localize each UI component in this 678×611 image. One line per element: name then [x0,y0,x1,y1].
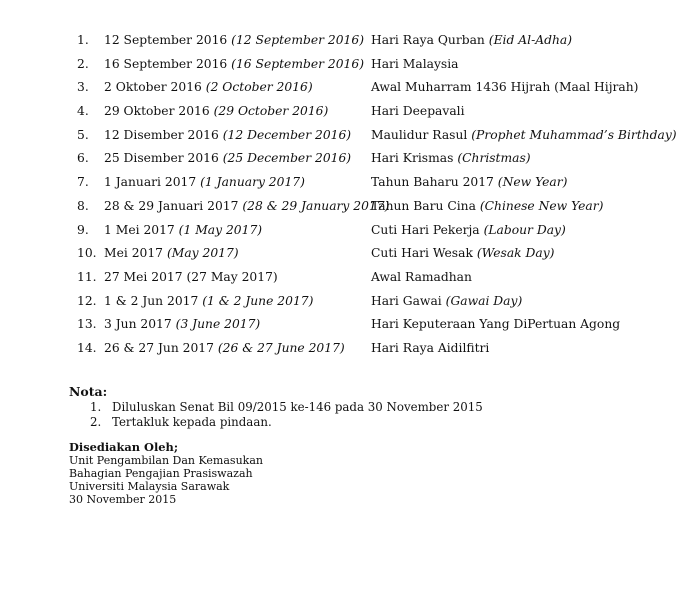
holiday-name: Hari Krismas (Christmas) [371,151,531,166]
row-number: 2. [77,56,89,71]
prepared-by-date: 30 November 2015 [69,493,177,506]
holiday-row [0,29,678,53]
note-item [69,400,483,415]
row-number: 10. [77,246,97,261]
holiday-name: Cuti Hari Pekerja (Labour Day) [371,222,566,237]
holiday-row [0,242,678,266]
holiday-row [0,147,678,171]
holiday-row [0,313,678,337]
holiday-row [0,337,678,361]
holiday-name: Hari Keputeraan Yang DiPertuan Agong [371,317,621,332]
holiday-name: Cuti Hari Wesak (Wesak Day) [371,246,555,261]
note-text: Tertakluk kepada pindaan. [112,415,272,430]
row-number: 3. [77,80,89,95]
holiday-date: 2 Oktober 2016 (2 October 2016) [104,80,313,95]
holiday-row [0,171,678,195]
holiday-date: 1 & 2 Jun 2017 (1 & 2 June 2017) [104,293,314,308]
holiday-name: Hari Gawai (Gawai Day) [371,293,523,308]
row-number: 6. [77,151,89,166]
row-number: 1. [77,33,89,47]
holiday-row [0,76,678,100]
holiday-row [0,100,678,124]
holiday-name: Tahun Baharu 2017 (New Year) [371,175,568,190]
notes-section [69,384,483,431]
holiday-row [0,124,678,148]
holiday-name: Awal Ramadhan [371,269,472,284]
holiday-name: Hari Deepavali [371,104,465,119]
holiday-name: Hari Raya Qurban (Eid Al-Adha) [371,33,573,47]
prepared-by-unit: Unit Pengambilan Dan Kemasukan [69,454,263,467]
row-number: 5. [77,127,89,142]
row-number: 11. [77,269,97,284]
holiday-date: 3 Jun 2017 (3 June 2017) [104,317,261,332]
holiday-list [0,29,678,361]
row-number: 4. [77,104,89,119]
row-number: 12. [77,293,97,308]
holiday-name: Tahun Baru Cina (Chinese New Year) [371,198,604,213]
holiday-row [0,266,678,290]
row-number: 8. [77,198,89,213]
row-number: 9. [77,222,89,237]
holiday-date: 12 September 2016 (12 September 2016) [104,33,365,47]
holiday-row [0,53,678,77]
prepared-by-university: Universiti Malaysia Sarawak [69,480,230,493]
holiday-date: 1 Januari 2017 (1 January 2017) [104,175,305,190]
prepared-by-title: Disediakan Oleh; [69,440,179,454]
holiday-date: 26 & 27 Jun 2017 (26 & 27 June 2017) [104,340,345,355]
note-number: 2. [90,415,102,430]
holiday-row [0,290,678,314]
holiday-row [0,195,678,219]
holiday-date: 25 Disember 2016 (25 December 2016) [104,151,352,166]
holiday-name: Hari Malaysia [371,56,459,71]
holiday-name: Maulidur Rasul (Prophet Muhammad’s Birthday) [371,127,677,142]
holiday-date: 29 Oktober 2016 (29 October 2016) [104,104,329,119]
notes-title: Nota: [69,384,108,399]
holiday-row [0,219,678,243]
holiday-date: 16 September 2016 (16 September 2016) [104,56,365,71]
holiday-date: Mei 2017 (May 2017) [104,246,239,261]
holiday-date: 27 Mei 2017 (27 May 2017) [104,269,278,284]
note-item [69,415,272,430]
note-text: Diluluskan Senat Bil 09/2015 ke-146 pada 30 November 2015 [112,400,483,414]
row-number: 14. [77,340,97,355]
row-number: 13. [77,317,97,332]
prepared-by-department: Bahagian Pengajian Prasiswazah [69,467,253,480]
holiday-date: 12 Disember 2016 (12 December 2016) [104,127,352,142]
note-number: 1. [90,400,102,414]
holiday-name: Hari Raya Aidilfitri [371,340,490,355]
prepared-by-section [69,441,263,506]
holiday-date: 28 & 29 Januari 2017 (28 & 29 January 2017) [104,198,390,213]
holiday-name: Awal Muharram 1436 Hijrah (Maal Hijrah) [371,80,639,95]
row-number: 7. [77,175,89,190]
holiday-date: 1 Mei 2017 (1 May 2017) [104,222,263,237]
